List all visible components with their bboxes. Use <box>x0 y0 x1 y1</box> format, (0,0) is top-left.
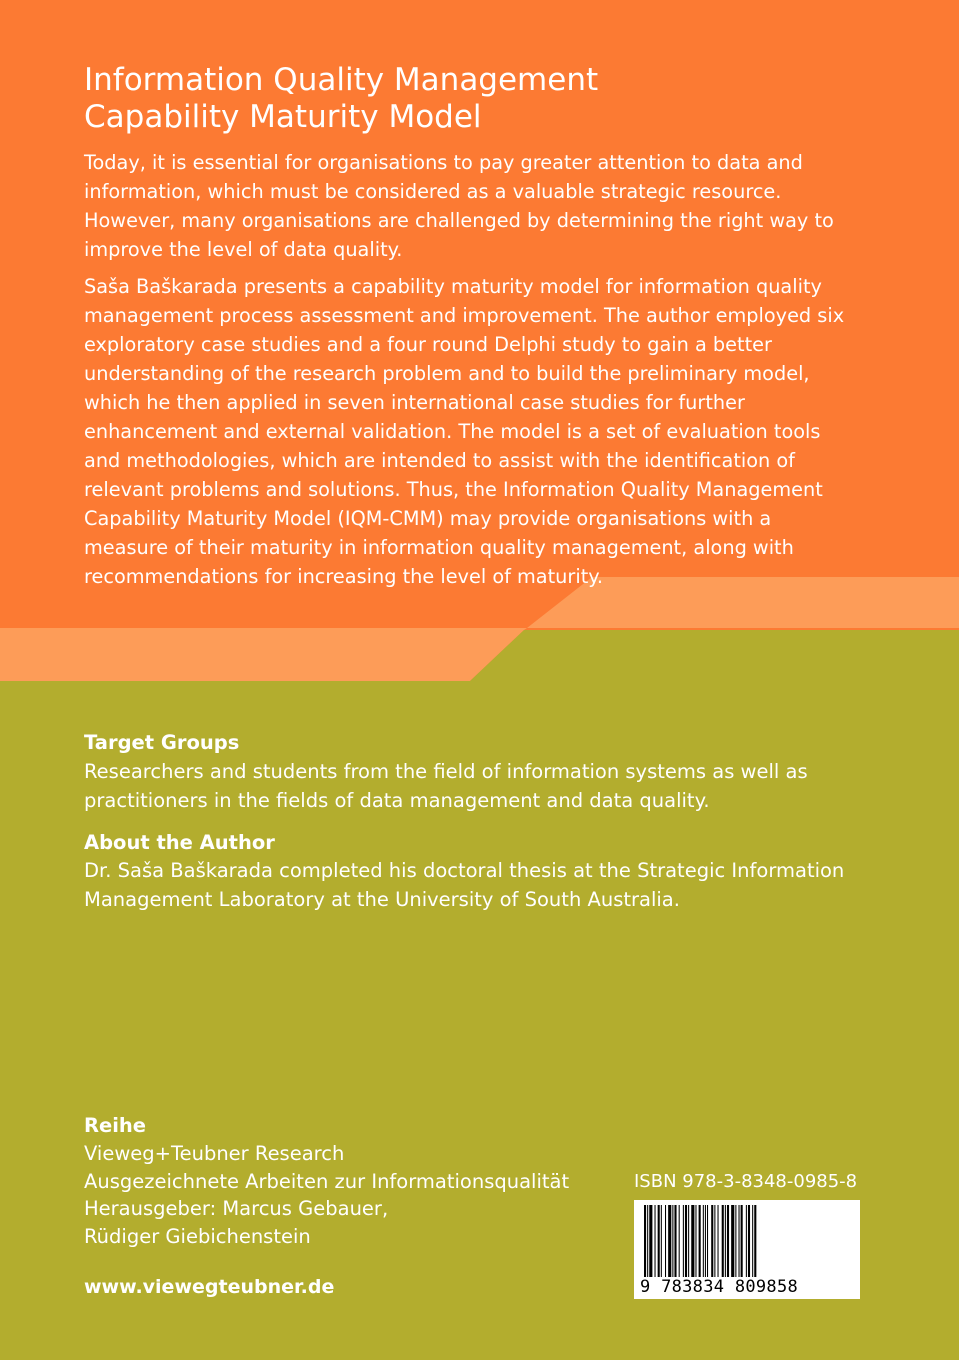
barcode-bar <box>748 1205 750 1277</box>
series-line-3: Herausgeber: Marcus Gebauer, <box>84 1197 389 1220</box>
barcode-bar <box>718 1205 719 1277</box>
barcode-bar <box>674 1205 676 1277</box>
target-groups-line-2: practitioners in the fields of data management and data quality. <box>84 788 710 812</box>
series-heading: Reihe <box>84 1114 147 1137</box>
barcode-bar <box>685 1205 687 1277</box>
intro-paragraph: Today, it is essential for organisations to pay greater attention to data and information, which must be considered as a valuable strategic resource. However, many organisations are challenged by determining the right way to improve the level of data quality. <box>84 151 834 261</box>
isbn-label: ISBN 978-3-8348-0985-8 <box>634 1171 858 1192</box>
series-line-4: Rüdiger Giebichenstein <box>84 1224 311 1248</box>
barcode-bar <box>727 1205 729 1277</box>
barcode-bar <box>668 1205 671 1277</box>
barcode-bar <box>665 1205 666 1277</box>
barcode-bar <box>679 1205 680 1277</box>
barcode-bar <box>691 1205 694 1277</box>
barcode-bar <box>695 1205 696 1277</box>
about-author-text <box>84 857 884 914</box>
barcode-bar <box>739 1205 740 1277</box>
barcode-digits: 9 783834 809858 <box>640 1277 799 1297</box>
barcode-bar <box>644 1205 646 1277</box>
target-groups-heading: Target Groups <box>84 731 240 754</box>
title-line-1: Information Quality Management <box>84 62 599 98</box>
barcode-bar <box>649 1205 652 1277</box>
barcode-bar <box>754 1205 756 1277</box>
title-line-2: Capability Maturity Model <box>84 99 482 135</box>
barcode-bar <box>658 1205 660 1277</box>
barcode-bar <box>741 1205 743 1277</box>
barcode <box>634 1200 860 1299</box>
barcode-bar <box>711 1205 713 1277</box>
publisher-website[interactable]: www.viewegteubner.de <box>84 1276 335 1298</box>
target-groups-text <box>84 758 884 815</box>
target-groups-line-1: Researchers and students from the field of information systems as well as <box>84 760 808 783</box>
book-title <box>84 62 884 136</box>
barcode-bar <box>661 1205 662 1277</box>
about-author-line-2: Management Laboratory at the University of South Australia. <box>84 887 680 911</box>
barcode-bar <box>707 1205 708 1277</box>
barcode-bar <box>647 1205 648 1277</box>
barcode-bar <box>714 1205 715 1277</box>
barcode-bar <box>752 1205 753 1277</box>
barcode-bar <box>725 1205 726 1277</box>
barcode-bar <box>703 1205 704 1277</box>
barcode-bar <box>683 1205 684 1277</box>
barcode-bar <box>672 1205 673 1277</box>
barcode-bars-icon <box>644 1205 850 1277</box>
barcode-bar <box>731 1205 734 1277</box>
description-paragraph: Saša Baškarada presents a capability maturity model for information quality management process assessment and improvement. The author employed six exploratory case studies and a four round Delphi study to gain a better understanding of the research problem and to build the preliminary model, which he then applied in seven international case studies for further enhancement and external validation. The model is a set of evaluation tools and methodologies, which are intended to assist with the identification of relevant problems and solutions. Thus, the Information Quality Management Capability Maturity Model (IQM-CMM) may provide organisations with a measure of their maturity in information quality management, along with recommendations for increasing the level of maturity. <box>84 275 845 588</box>
about-author-heading: About the Author <box>84 831 275 854</box>
barcode-bar <box>735 1205 736 1277</box>
series-line-1: Vieweg+Teubner Research <box>84 1142 345 1165</box>
barcode-bar <box>699 1205 701 1277</box>
barcode-bar <box>688 1205 689 1277</box>
about-author-line-1: Dr. Saša Baškarada completed his doctoral thesis at the Strategic Information <box>84 859 845 882</box>
barcode-bar <box>705 1205 706 1277</box>
barcode-bar <box>655 1205 656 1277</box>
barcode-bar <box>722 1205 724 1277</box>
barcode-bar <box>746 1205 747 1277</box>
series-line-2: Ausgezeichnete Arbeiten zur Informationsqualität <box>84 1169 570 1193</box>
series-info <box>84 1140 604 1250</box>
